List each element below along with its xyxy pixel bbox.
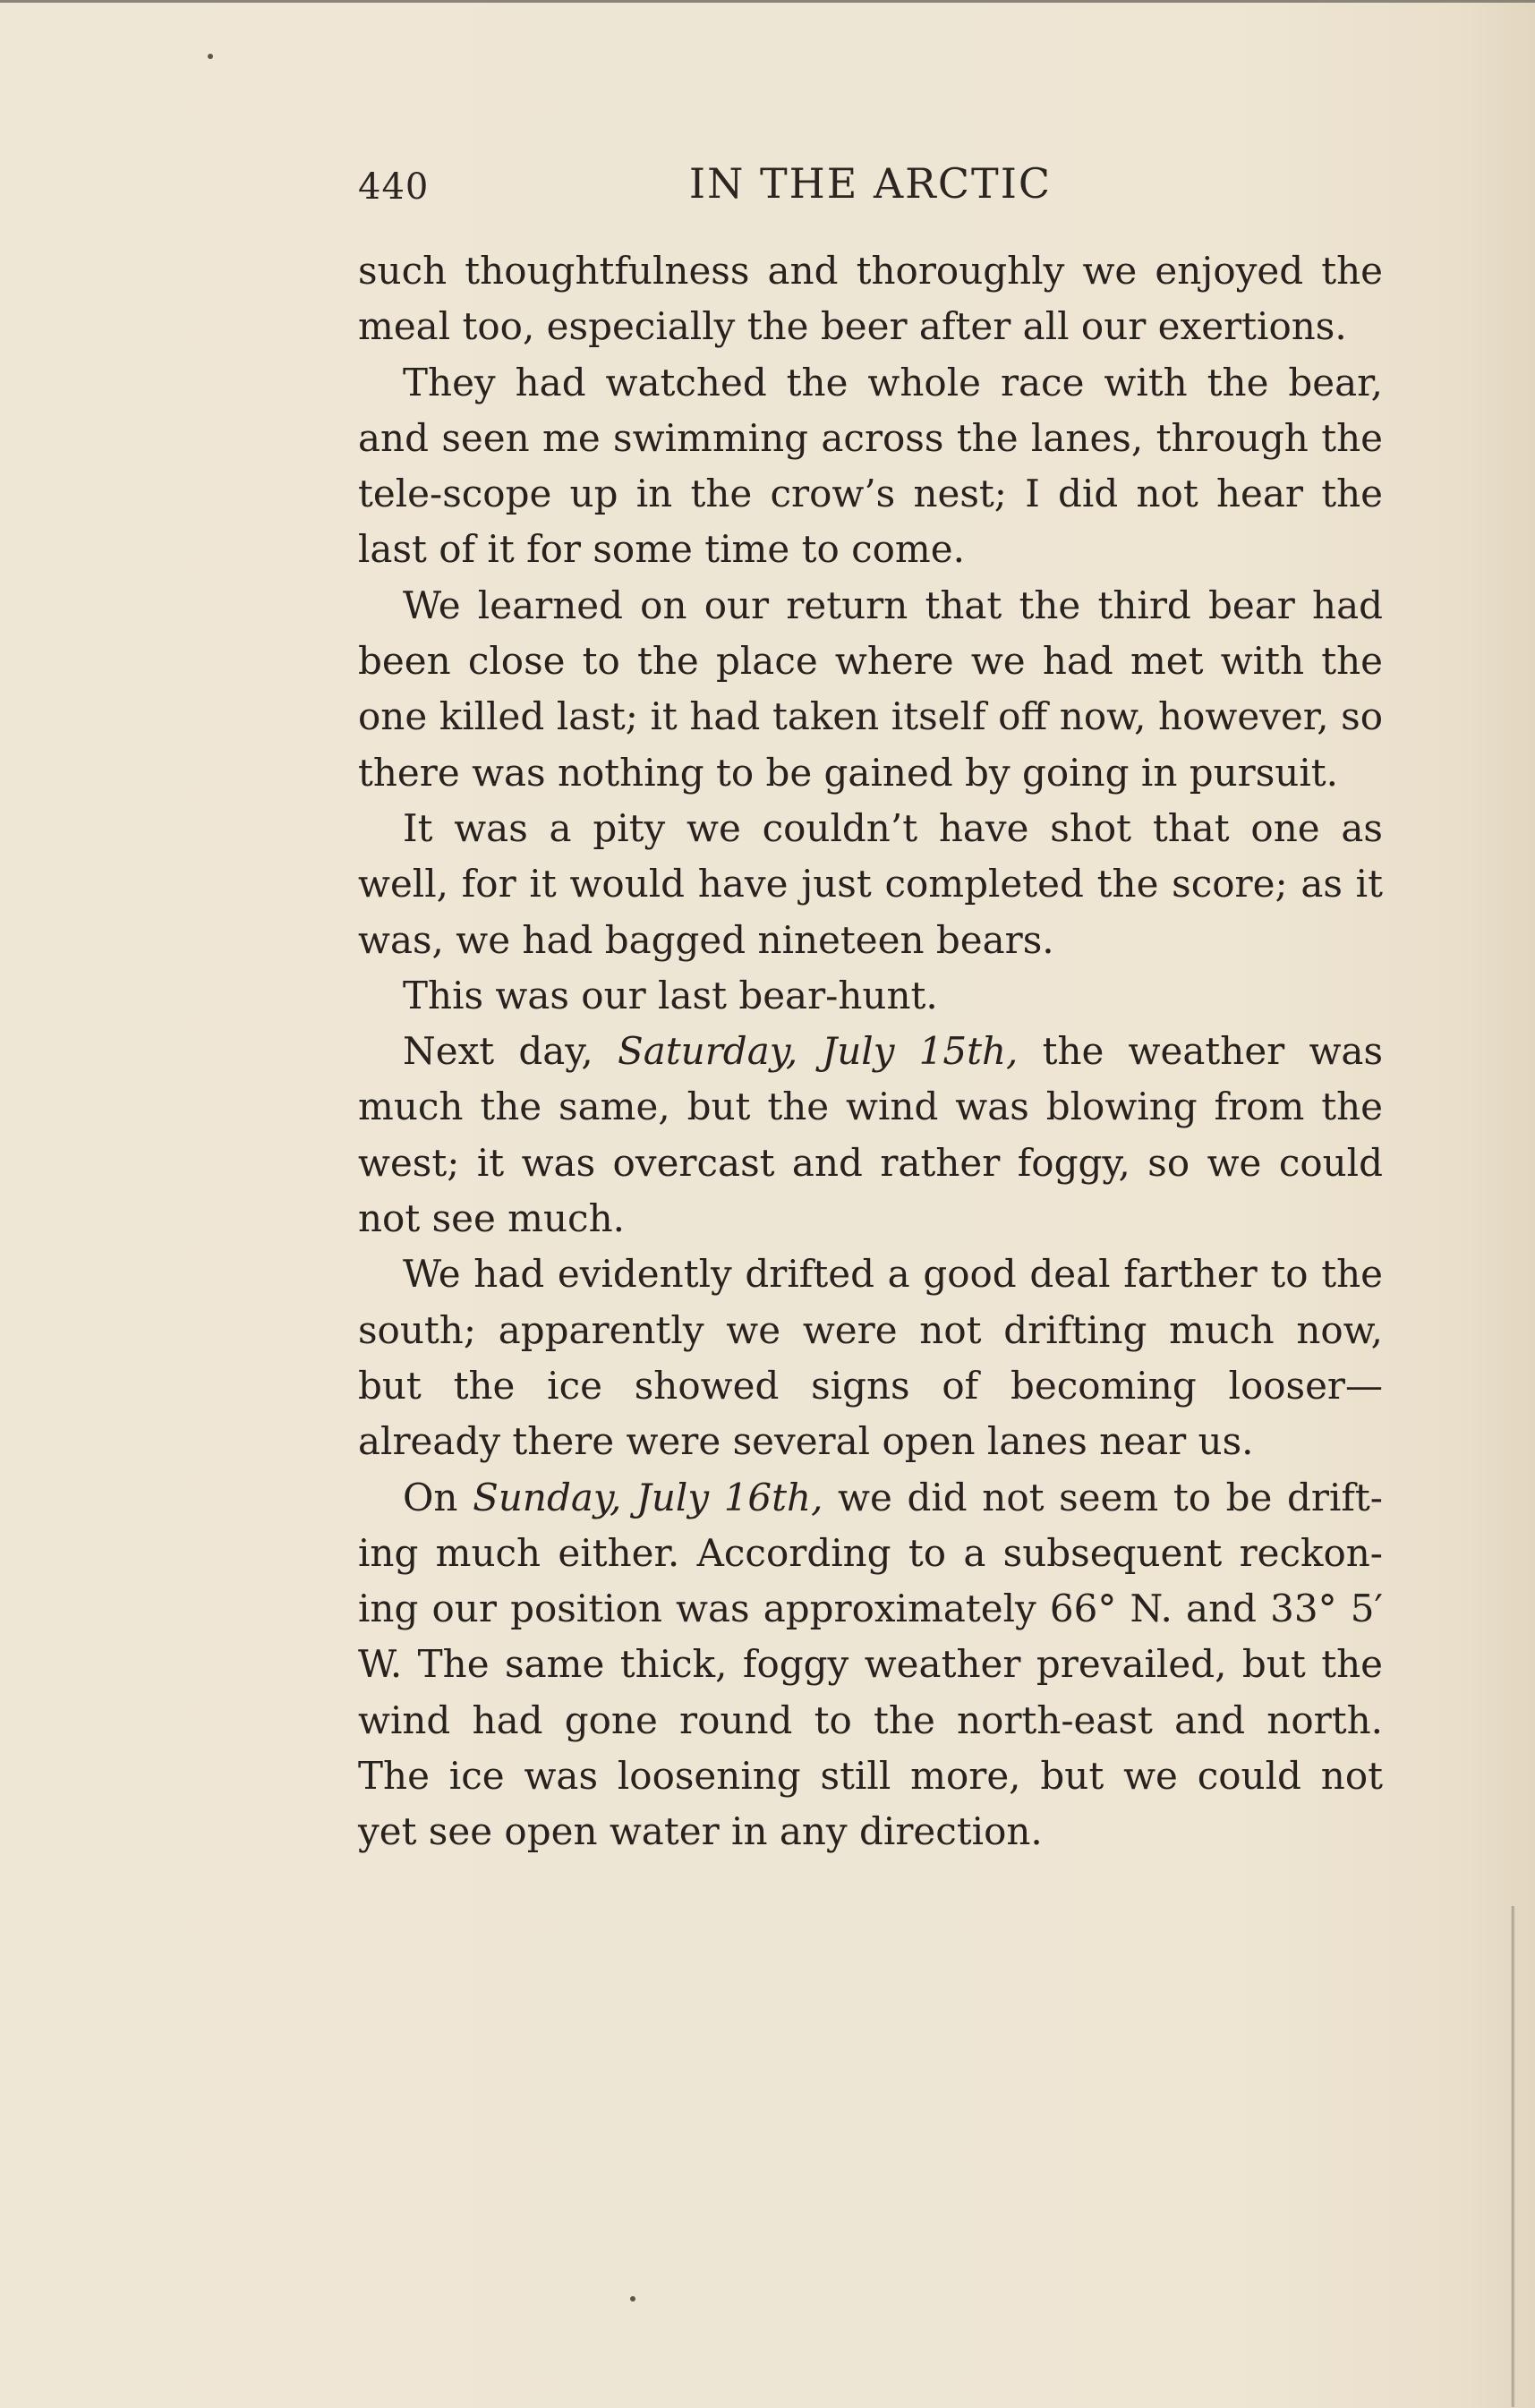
scan-speck <box>208 54 213 59</box>
paragraph: It was a pity we couldn’t have shot that one as well, for it would have just completed the score; as it was, we had bagged nineteen bears. <box>358 805 1383 962</box>
scan-top-edge <box>0 0 1535 3</box>
page-edge-shadow <box>1511 1906 1515 2407</box>
date-italic: Sunday, July 16th, <box>473 1475 823 1519</box>
running-title: IN THE ARCTIC <box>688 159 1053 208</box>
paragraph-text: the weather was much the same, but the wind was blowing from the west; it was overcast and rather foggy, so we could not see much. <box>358 1029 1384 1241</box>
paragraph: They had watched the whole race with the bear, and seen me swimming across the lanes, through the tele-scope up in the crow’s nest; I did not hear the last of it for some time to come. <box>358 360 1383 572</box>
paragraph-text: Next day, <box>403 1029 618 1074</box>
paragraph: We had evidently drifted a good deal farther to the south; apparently we were not drifting much now, but the ice showed signs of becoming looser—already there were several open lanes near us. <box>358 1252 1383 1464</box>
paragraph <box>358 1024 1383 1247</box>
paragraph-text: we did not seem to be drift-ing much either. According to a subsequent reckon-ing our position was approximately 66° N. and 33° 5′ W. The same thick, foggy weather prevailed, but the wind had gone round to the north-east and north. The ice was loosening still more, but we could not yet see open water in any direction. <box>358 1475 1383 1854</box>
page-number: 440 <box>358 166 430 208</box>
paragraph <box>358 1470 1383 1860</box>
paragraph-text: On <box>403 1475 473 1519</box>
date-italic: Saturday, July 15th, <box>617 1029 1019 1074</box>
paragraph: This was our last bear-hunt. <box>403 973 938 1017</box>
body-text <box>358 243 1383 1860</box>
paragraph: such thoughtfulness and thoroughly we enjoyed the meal too, especially the beer after all our exertions. <box>358 249 1383 349</box>
scan-speck <box>630 2296 635 2302</box>
running-head <box>358 159 1383 213</box>
paragraph: We learned on our return that the third bear had been close to the place where we had met with the one killed last; it had taken itself off now, however, so there was nothing to be gained by going in pursuit. <box>358 583 1383 795</box>
